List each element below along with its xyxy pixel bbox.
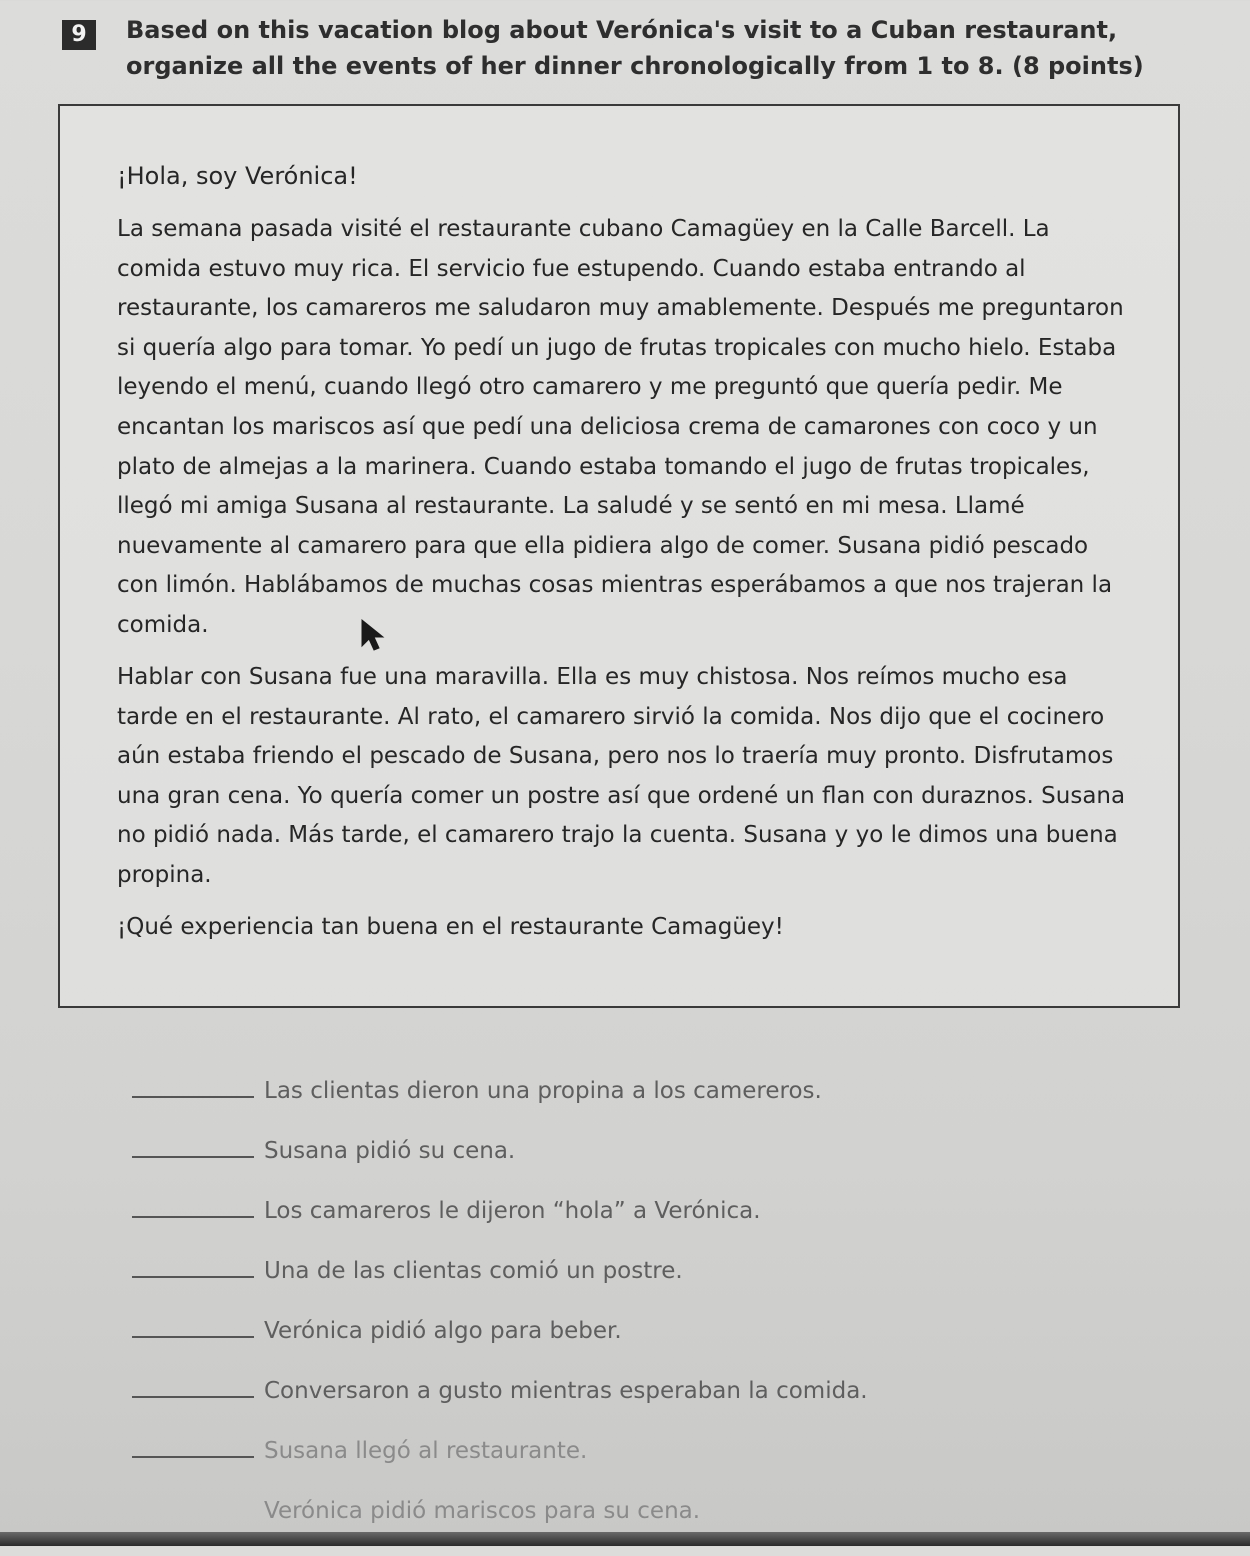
- answer-blank[interactable]: [132, 1376, 254, 1398]
- event-item: [132, 1496, 1132, 1556]
- event-item: [132, 1076, 1132, 1136]
- event-text: Verónica pidió mariscos para su cena.: [264, 1498, 701, 1524]
- blog-greeting: ¡Hola, soy Verónica!: [117, 162, 358, 190]
- event-text: Conversaron a gusto mientras esperaban la comida.: [264, 1378, 868, 1404]
- event-text: Susana llegó al restaurante.: [264, 1438, 588, 1464]
- events-list: [132, 1076, 1132, 1556]
- event-text: Susana pidió su cena.: [264, 1138, 516, 1164]
- answer-blank[interactable]: [132, 1136, 254, 1158]
- answer-blank[interactable]: [132, 1316, 254, 1338]
- screen-bottom-edge: [0, 1532, 1250, 1546]
- blog-paragraph-1: La semana pasada visité el restaurante cubano Camagüey en la Calle Barcell. La comida estuvo muy rica. El servicio fue estupendo. Cuando estaba entrando al restaurante, los camareros me saludaron muy amablemente. Después me preguntaron si quería algo para tomar. Yo pedí un jugo de frutas tropicales con mucho hielo. Estaba leyendo el menú, cuando llegó otro camarero y me preguntó que quería pedir. Me encantan los mariscos así que pedí una deliciosa crema de camarones con coco y un plato de almejas a la marinera. Cuando estaba tomando el jugo de frutas tropicales, llegó mi amiga Susana al restaurante. La saludé y se sentó en mi mesa. Llamé nuevamente al camarero para que ella pidiera algo de comer. Susana pidió pescado con limón. Hablábamos de muchas cosas mientras esperábamos a que nos trajeran la comida.: [117, 216, 1124, 638]
- answer-blank[interactable]: [132, 1076, 254, 1098]
- event-item: [132, 1436, 1132, 1496]
- mouse-pointer-icon: [360, 618, 386, 652]
- event-text: Los camareros le dijeron “hola” a Verónica.: [264, 1198, 761, 1224]
- event-text: Una de las clientas comió un postre.: [264, 1258, 683, 1284]
- answer-blank[interactable]: [132, 1436, 254, 1458]
- question-prompt: Based on this vacation blog about Verónica's visit to a Cuban restaurant, organize all the events of her dinner chronologically from 1 to 8. (8 points): [126, 16, 1144, 80]
- blog-paragraph-2: Hablar con Susana fue una maravilla. Ella es muy chistosa. Nos reímos mucho esa tarde en el restaurante. Al rato, el camarero sirvió la comida. Nos dijo que el cocinero aún estaba friendo el pescado de Susana, pero nos lo traería muy pronto. Disfrutamos una gran cena. Yo quería comer un postre así que ordené un flan con duraznos. Susana no pidió nada. Más tarde, el camarero trajo la cuenta. Susana y yo le dimos una buena propina.: [117, 664, 1126, 888]
- blog-text-box: [58, 104, 1180, 1008]
- question-number: 9: [62, 20, 96, 50]
- event-item: [132, 1196, 1132, 1256]
- answer-blank[interactable]: [132, 1196, 254, 1218]
- event-text: Verónica pidió algo para beber.: [264, 1318, 622, 1344]
- event-item: [132, 1376, 1132, 1436]
- event-item: [132, 1256, 1132, 1316]
- event-item: [132, 1316, 1132, 1376]
- event-text: Las clientas dieron una propina a los camereros.: [264, 1078, 822, 1104]
- event-item: [132, 1136, 1132, 1196]
- answer-blank[interactable]: [132, 1256, 254, 1278]
- answer-blank[interactable]: [132, 1496, 254, 1518]
- blog-closing: ¡Qué experiencia tan buena en el restaurante Camagüey!: [117, 914, 784, 940]
